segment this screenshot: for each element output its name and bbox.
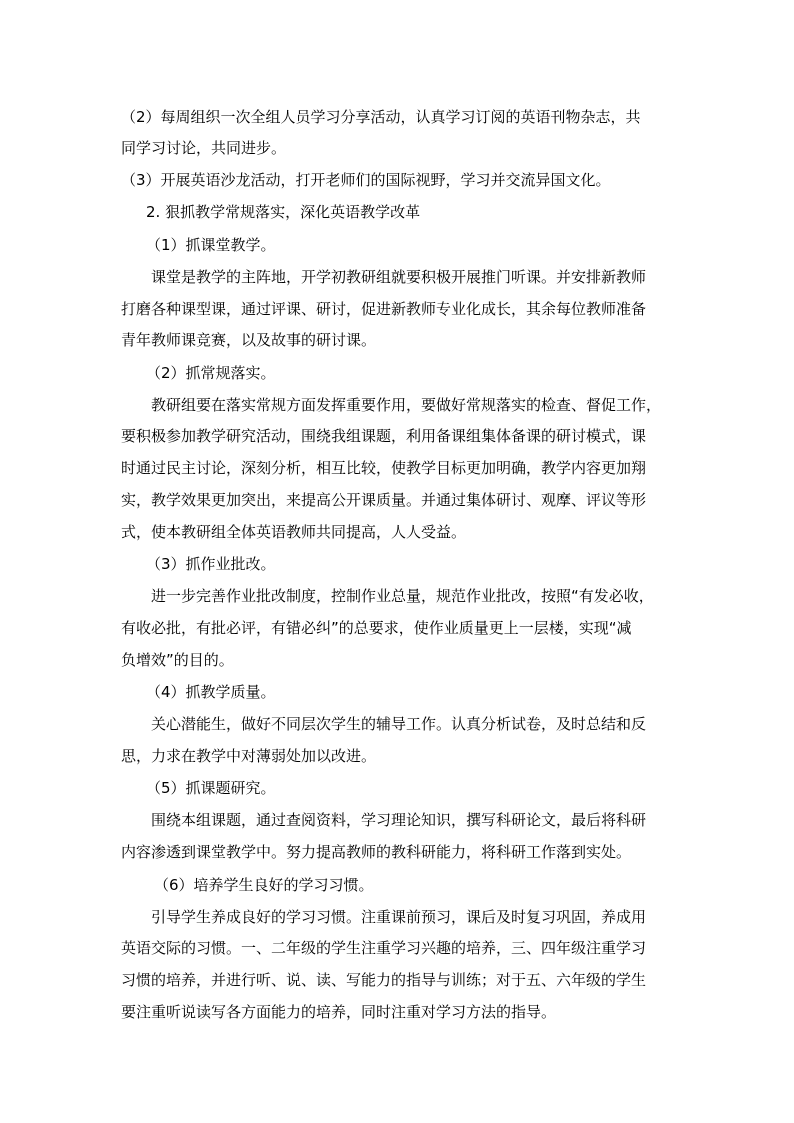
subsection-heading: （6）培养学生良好的学习习惯。 — [154, 876, 374, 894]
subsection-heading: （3）抓作业批改。 — [146, 555, 276, 573]
paragraph-line: 青年教师课竞赛，以及故事的研讨课。 — [121, 331, 377, 349]
paragraph-line: 负增效”的目的。 — [121, 651, 234, 669]
paragraph-line: 习惯的培养，并进行听、说、读、写能力的指导与训练；对于五、六年级的学生 — [121, 971, 647, 989]
paragraph-line: 要积极参加教学研究活动，围绕我组课题，利用备课组集体备课的研讨模式，课 — [121, 427, 647, 445]
paragraph-line: 关心潜能生，做好不同层次学生的辅导工作。认真分析试卷，及时总结和反 — [151, 715, 647, 733]
paragraph-line: 思，力求在教学中对薄弱处加以改进。 — [121, 747, 377, 765]
paragraph-line: 时通过民主讨论，深刻分析，相互比较，使教学目标更加明确，教学内容更加翔 — [121, 459, 647, 477]
paragraph-line: 英语交际的习惯。一、二年级的学生注重学习兴趣的培养，三、四年级注重学习 — [121, 939, 647, 957]
paragraph-line: 围绕本组课题，通过查阅资料，学习理论知识，撰写科研论文，最后将科研 — [151, 811, 647, 829]
subsection-heading: （5）抓课题研究。 — [146, 779, 276, 797]
paragraph-line: （2）每周组织一次全组人员学习分享活动，认真学习订阅的英语刊物杂志，共 — [121, 108, 641, 126]
paragraph-line: 式，使本教研组全体英语教师共同提高，人人受益。 — [121, 523, 467, 541]
paragraph-line: 同学习讨论，共同进步。 — [121, 139, 287, 157]
paragraph-line: （3）开展英语沙龙活动，打开老师们的国际视野，学习并交流异国文化。 — [121, 171, 611, 189]
paragraph-line: 课堂是教学的主阵地，开学初教研组就要积极开展推门听课。并安排新教师 — [151, 268, 647, 286]
paragraph-line: 打磨各种课型课，通过评课、研讨，促进新教师专业化成长，其余每位教师准备 — [121, 300, 647, 318]
subsection-heading: （2）抓常规落实。 — [146, 364, 276, 382]
paragraph-line: 进一步完善作业批改制度，控制作业总量，规范作业批改，按照“有发必收， — [151, 587, 654, 605]
paragraph-line: 有收必批，有批必评，有错必纠”的总要求，使作业质量更上一层楼，实现“减 — [121, 619, 632, 637]
subsection-heading: （1）抓课堂教学。 — [146, 236, 276, 254]
subsection-heading: （4）抓教学质量。 — [146, 683, 276, 701]
paragraph-line: 实，教学效果更加突出，来提高公开课质量。并通过集体研讨、观摩、评议等形 — [121, 491, 647, 509]
paragraph-line: 要注重听说读写各方面能力的培养，同时注重对学习方法的指导。 — [121, 1003, 557, 1021]
paragraph-line: 教研组要在落实常规方面发挥重要作用，要做好常规落实的检查、督促工作， — [151, 396, 662, 414]
paragraph-line: 引导学生养成良好的学习习惯。注重课前预习，课后及时复习巩固，养成用 — [151, 908, 647, 926]
paragraph-line: 内容渗透到课堂教学中。努力提高教师的教科研能力，将科研工作落到实处。 — [121, 843, 632, 861]
section-heading: 2. 狠抓教学常规落实，深化英语教学改革 — [146, 203, 421, 221]
